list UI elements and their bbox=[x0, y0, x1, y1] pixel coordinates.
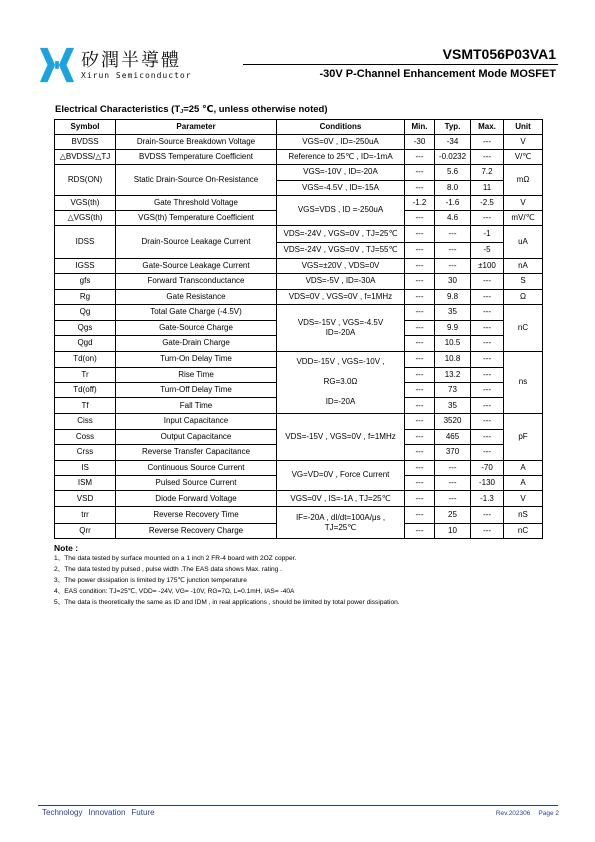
min-cell: --- bbox=[405, 475, 435, 490]
max-cell: --- bbox=[471, 135, 504, 150]
max-cell: --- bbox=[471, 507, 504, 524]
conditions-cell: VGS=VDS , ID =-250uA bbox=[277, 195, 405, 225]
note-item: 2、The data tested by pulsed , pulse width .The EAS data shows Max. rating . bbox=[54, 565, 282, 573]
header-divider bbox=[243, 64, 558, 65]
typ-cell: 8.0 bbox=[435, 180, 471, 195]
column-header: Typ. bbox=[435, 120, 471, 135]
typ-cell: 3520 bbox=[435, 413, 471, 430]
footer-tagline bbox=[42, 808, 161, 817]
note-item: 4、EAS condition: TJ=25℃, VDD= -24V, VG= -10V, RG=7Ω, L=0.1mH, IAS= -40A bbox=[54, 587, 295, 595]
max-cell: 7.2 bbox=[471, 165, 504, 180]
table-row bbox=[55, 490, 543, 507]
max-cell: --- bbox=[471, 523, 504, 538]
min-cell: --- bbox=[405, 430, 435, 445]
conditions-cell: VDD=-15V , VGS=-10V , RG=3.0Ω ID=-20A bbox=[277, 351, 405, 413]
parameter-cell: Turn-Off Delay Time bbox=[116, 383, 277, 398]
typ-cell: 370 bbox=[435, 445, 471, 460]
min-cell: --- bbox=[405, 180, 435, 195]
conditions-cell: VGS=-10V , ID=-20A bbox=[277, 165, 405, 180]
parameter-cell: Reverse Transfer Capacitance bbox=[116, 445, 277, 460]
table-row bbox=[55, 460, 543, 475]
symbol-cell: Coss bbox=[55, 430, 116, 445]
typ-cell: 9.9 bbox=[435, 321, 471, 336]
symbol-cell: Qrr bbox=[55, 523, 116, 538]
conditions-cell: VGS=±20V , VDS=0V bbox=[277, 259, 405, 274]
brand-name-chinese: 矽潤半導體 bbox=[81, 50, 181, 71]
symbol-cell: Ciss bbox=[55, 413, 116, 430]
min-cell: --- bbox=[405, 210, 435, 225]
unit-cell: A bbox=[504, 475, 543, 490]
max-cell: -5 bbox=[471, 242, 504, 259]
unit-cell: V bbox=[504, 195, 543, 210]
table-row bbox=[55, 304, 543, 321]
typ-cell: 10 bbox=[435, 523, 471, 538]
parameter-cell: Static Drain-Source On-Resistance bbox=[116, 165, 277, 195]
parameter-cell: Diode Forward Voltage bbox=[116, 490, 277, 507]
symbol-cell: △VGS(th) bbox=[55, 210, 116, 225]
max-cell: --- bbox=[471, 351, 504, 368]
notes bbox=[54, 544, 400, 611]
conditions-cell: VDS=-5V , ID=-30A bbox=[277, 274, 405, 289]
parameter-cell: Drain-Source Breakdown Voltage bbox=[116, 135, 277, 150]
table-row bbox=[55, 259, 543, 274]
table-row bbox=[55, 289, 543, 304]
max-cell: --- bbox=[471, 150, 504, 165]
min-cell: --- bbox=[405, 445, 435, 460]
max-cell: -1 bbox=[471, 226, 504, 243]
table-header-row bbox=[55, 120, 543, 135]
unit-cell: V bbox=[504, 490, 543, 507]
footer-info bbox=[488, 810, 559, 817]
symbol-cell: Qg bbox=[55, 304, 116, 321]
unit-cell: V bbox=[504, 135, 543, 150]
column-header: Parameter bbox=[116, 120, 277, 135]
conditions-cell: Reference to 25℃ , ID=-1mA bbox=[277, 150, 405, 165]
column-header: Min. bbox=[405, 120, 435, 135]
symbol-cell: VSD bbox=[55, 490, 116, 507]
symbol-cell: Rg bbox=[55, 289, 116, 304]
max-cell: --- bbox=[471, 430, 504, 445]
tagline-word: Future bbox=[131, 808, 155, 817]
parameter-cell: Rise Time bbox=[116, 368, 277, 383]
max-cell: -2.5 bbox=[471, 195, 504, 210]
unit-cell: mΩ bbox=[504, 165, 543, 195]
section-title: Electrical Characteristics (TJ=25 ℃, unless otherwise noted) bbox=[55, 104, 328, 115]
typ-cell: --- bbox=[435, 259, 471, 274]
parameter-cell: Reverse Recovery Charge bbox=[116, 523, 277, 538]
electrical-characteristics-table bbox=[54, 119, 543, 539]
symbol-cell: Td(on) bbox=[55, 351, 116, 368]
max-cell: --- bbox=[471, 398, 504, 413]
unit-cell: nA bbox=[504, 259, 543, 274]
unit-cell: Ω bbox=[504, 289, 543, 304]
min-cell: --- bbox=[405, 289, 435, 304]
note-item: 3、The power dissipation is limited by 175℃ junction temperature bbox=[54, 576, 247, 584]
parameter-cell: VGS(th) Temperature Coefficient bbox=[116, 210, 277, 225]
note-item: 5、The data is theoretically the same as ID and IDM , in real applications , should be limited by total power dissipation. bbox=[54, 598, 400, 606]
min-cell: --- bbox=[405, 259, 435, 274]
unit-cell: S bbox=[504, 274, 543, 289]
page-header bbox=[38, 42, 558, 87]
table-body bbox=[55, 135, 543, 539]
parameter-cell: Output Capacitance bbox=[116, 430, 277, 445]
table-row bbox=[55, 195, 543, 210]
typ-cell: 35 bbox=[435, 398, 471, 413]
min-cell: --- bbox=[405, 336, 435, 351]
parameter-cell: Input Capacitance bbox=[116, 413, 277, 430]
table-row bbox=[55, 351, 543, 368]
max-cell: --- bbox=[471, 413, 504, 430]
symbol-cell: IS bbox=[55, 460, 116, 475]
conditions-cell: VGS=0V , ID=-250uA bbox=[277, 135, 405, 150]
typ-cell: 10.5 bbox=[435, 336, 471, 351]
max-cell: --- bbox=[471, 210, 504, 225]
min-cell: --- bbox=[405, 413, 435, 430]
symbol-cell: VGS(th) bbox=[55, 195, 116, 210]
parameter-cell: Gate-Source Charge bbox=[116, 321, 277, 336]
symbol-cell: Td(off) bbox=[55, 383, 116, 398]
max-cell: -1.3 bbox=[471, 490, 504, 507]
parameter-cell: Reverse Recovery Time bbox=[116, 507, 277, 524]
max-cell: -70 bbox=[471, 460, 504, 475]
max-cell: --- bbox=[471, 304, 504, 321]
parameter-cell: Drain-Source Leakage Current bbox=[116, 226, 277, 259]
symbol-cell: IGSS bbox=[55, 259, 116, 274]
tagline-word: Innovation bbox=[88, 808, 126, 817]
column-header: Conditions bbox=[277, 120, 405, 135]
xirun-logo-icon bbox=[38, 46, 76, 84]
parameter-cell: Fall Time bbox=[116, 398, 277, 413]
parameter-cell: Pulsed Source Current bbox=[116, 475, 277, 490]
min-cell: --- bbox=[405, 351, 435, 368]
conditions-cell: VDS=0V , VGS=0V , f=1MHz bbox=[277, 289, 405, 304]
typ-cell: 10.8 bbox=[435, 351, 471, 368]
revision: Rev.202306 bbox=[495, 810, 531, 817]
min-cell: --- bbox=[405, 226, 435, 243]
max-cell: --- bbox=[471, 274, 504, 289]
symbol-cell: gfs bbox=[55, 274, 116, 289]
typ-cell: -1.6 bbox=[435, 195, 471, 210]
max-cell: 11 bbox=[471, 180, 504, 195]
min-cell: -30 bbox=[405, 135, 435, 150]
min-cell: --- bbox=[405, 165, 435, 180]
max-cell: --- bbox=[471, 289, 504, 304]
symbol-cell: IDSS bbox=[55, 226, 116, 259]
typ-cell: 35 bbox=[435, 304, 471, 321]
symbol-cell: Qgs bbox=[55, 321, 116, 336]
conditions-cell: VDS=-24V , VGS=0V , TJ=55℃ bbox=[277, 242, 405, 259]
table-row bbox=[55, 413, 543, 430]
max-cell: --- bbox=[471, 321, 504, 336]
parameter-cell: Gate-Source Leakage Current bbox=[116, 259, 277, 274]
unit-cell: uA bbox=[504, 226, 543, 259]
part-number: VSMT056P03VA1 bbox=[442, 46, 556, 62]
parameter-cell: Forward Transconductance bbox=[116, 274, 277, 289]
symbol-cell: RDS(ON) bbox=[55, 165, 116, 195]
conditions-cell: IF=-20A , dI/dt=100A/μs , TJ=25℃ bbox=[277, 507, 405, 539]
min-cell: --- bbox=[405, 242, 435, 259]
typ-cell: 13.2 bbox=[435, 368, 471, 383]
parameter-cell: BVDSS Temperature Coefficient bbox=[116, 150, 277, 165]
typ-cell: 9.8 bbox=[435, 289, 471, 304]
page-number: Page 2 bbox=[538, 810, 559, 817]
unit-cell: nS bbox=[504, 507, 543, 524]
typ-cell: 25 bbox=[435, 507, 471, 524]
symbol-cell: trr bbox=[55, 507, 116, 524]
typ-cell: --- bbox=[435, 460, 471, 475]
typ-cell: --- bbox=[435, 490, 471, 507]
symbol-cell: BVDSS bbox=[55, 135, 116, 150]
unit-cell: nC bbox=[504, 304, 543, 351]
parameter-cell: Total Gate Charge (-4.5V) bbox=[116, 304, 277, 321]
unit-cell: A bbox=[504, 460, 543, 475]
column-header: Max. bbox=[471, 120, 504, 135]
unit-cell: mV/℃ bbox=[504, 210, 543, 225]
parameter-cell: Turn-On Delay Time bbox=[116, 351, 277, 368]
min-cell: --- bbox=[405, 398, 435, 413]
min-cell: --- bbox=[405, 304, 435, 321]
note-item: 1、The data tested by surface mounted on a 1 inch 2 FR-4 board with 2OZ copper. bbox=[54, 554, 297, 562]
parameter-cell: Gate Resistance bbox=[116, 289, 277, 304]
table-row bbox=[55, 507, 543, 524]
table-row bbox=[55, 150, 543, 165]
symbol-cell: Tf bbox=[55, 398, 116, 413]
max-cell: --- bbox=[471, 445, 504, 460]
min-cell: --- bbox=[405, 507, 435, 524]
min-cell: --- bbox=[405, 460, 435, 475]
parameter-cell: Gate-Drain Charge bbox=[116, 336, 277, 351]
min-cell: --- bbox=[405, 150, 435, 165]
symbol-cell: ISM bbox=[55, 475, 116, 490]
column-header: Symbol bbox=[55, 120, 116, 135]
table-row bbox=[55, 226, 543, 243]
typ-cell: -0.0232 bbox=[435, 150, 471, 165]
table-row bbox=[55, 165, 543, 180]
unit-cell: nC bbox=[504, 523, 543, 538]
min-cell: --- bbox=[405, 523, 435, 538]
typ-cell: 4.6 bbox=[435, 210, 471, 225]
conditions-cell: VDS=-15V , VGS=-4.5V ID=-20A bbox=[277, 304, 405, 351]
unit-cell: V/℃ bbox=[504, 150, 543, 165]
max-cell: ±100 bbox=[471, 259, 504, 274]
typ-cell: --- bbox=[435, 242, 471, 259]
conditions-cell: VG=VD=0V , Force Current bbox=[277, 460, 405, 490]
device-subtitle: -30V P-Channel Enhancement Mode MOSFET bbox=[319, 68, 556, 80]
max-cell: --- bbox=[471, 368, 504, 383]
conditions-cell: VGS=0V , IS=-1A , TJ=25℃ bbox=[277, 490, 405, 507]
symbol-cell: Qgd bbox=[55, 336, 116, 351]
min-cell: --- bbox=[405, 490, 435, 507]
unit-cell: ns bbox=[504, 351, 543, 413]
parameter-cell: Continuous Source Current bbox=[116, 460, 277, 475]
tagline-word: Technology bbox=[42, 808, 83, 817]
footer-divider bbox=[38, 805, 558, 806]
notes-title: Note : bbox=[54, 543, 79, 553]
symbol-cell: △BVDSS/△TJ bbox=[55, 150, 116, 165]
typ-cell: --- bbox=[435, 475, 471, 490]
brand-name-english: Xirun Semiconductor bbox=[81, 71, 192, 80]
conditions-cell: VGS=-4.5V , ID=-15A bbox=[277, 180, 405, 195]
typ-cell: --- bbox=[435, 226, 471, 243]
typ-cell: 73 bbox=[435, 383, 471, 398]
min-cell: --- bbox=[405, 321, 435, 336]
max-cell: --- bbox=[471, 336, 504, 351]
typ-cell: 465 bbox=[435, 430, 471, 445]
parameter-cell: Gate Threshold Voltage bbox=[116, 195, 277, 210]
symbol-cell: Tr bbox=[55, 368, 116, 383]
symbol-cell: Crss bbox=[55, 445, 116, 460]
max-cell: --- bbox=[471, 383, 504, 398]
typ-cell: 5.6 bbox=[435, 165, 471, 180]
min-cell: --- bbox=[405, 368, 435, 383]
min-cell: --- bbox=[405, 274, 435, 289]
typ-cell: 30 bbox=[435, 274, 471, 289]
table-row bbox=[55, 135, 543, 150]
typ-cell: -34 bbox=[435, 135, 471, 150]
column-header: Unit bbox=[504, 120, 543, 135]
conditions-cell: VDS=-24V , VGS=0V , TJ=25℃ bbox=[277, 226, 405, 243]
max-cell: -130 bbox=[471, 475, 504, 490]
unit-cell: pF bbox=[504, 413, 543, 460]
table-row bbox=[55, 274, 543, 289]
conditions-cell: VDS=-15V , VGS=0V , f=1MHz bbox=[277, 413, 405, 460]
min-cell: --- bbox=[405, 383, 435, 398]
min-cell: -1.2 bbox=[405, 195, 435, 210]
